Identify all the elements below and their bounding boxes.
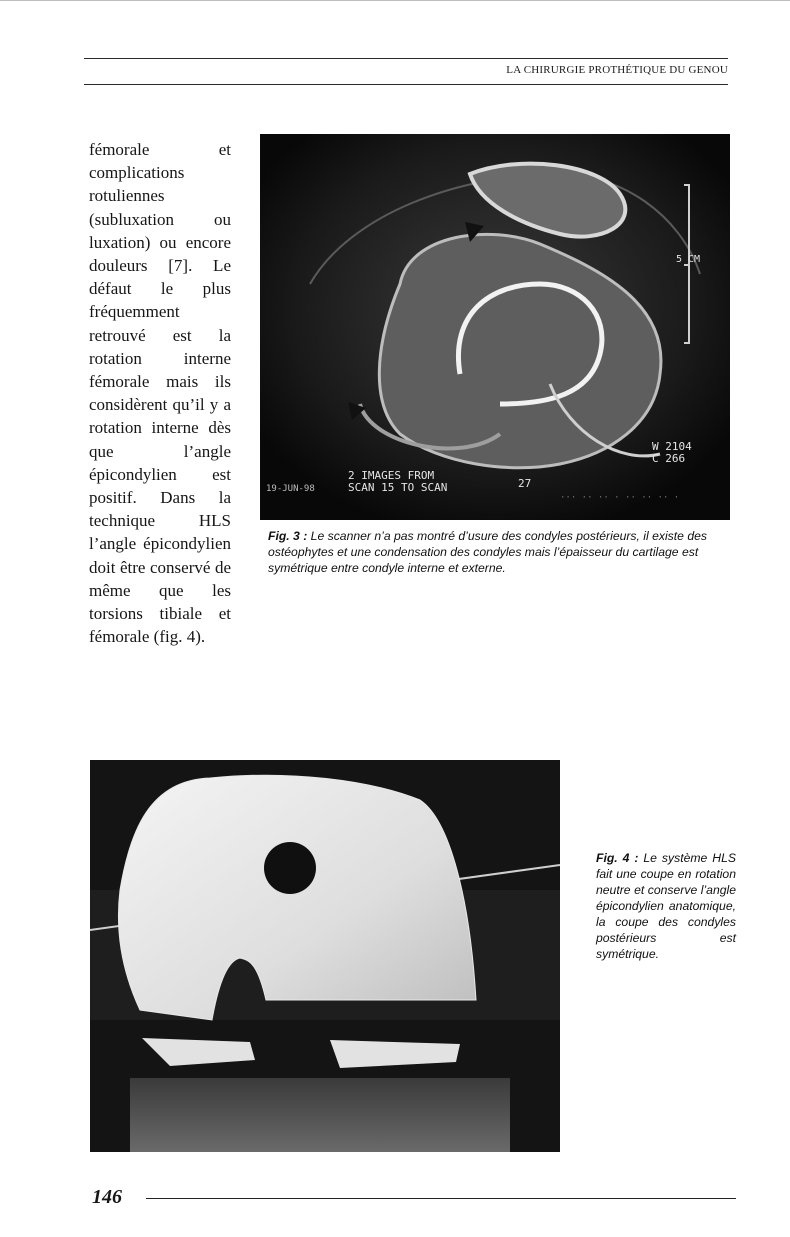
figure-3-caption [268,528,730,576]
scan-range-label: SCAN 15 TO SCAN [348,481,448,494]
figure-3-caption-text: Le scanner n’a pas montré d’usure des condyles postérieurs, il existe des ostéophytes et une condensation des condyles mais l’épaisseur du cartilage est symétrique entre condyle interne et externe. [268,529,707,575]
header-rule-bottom [84,84,728,85]
figure-4-caption-text: Le système HLS fait une coupe en rotation neutre et conserve l’angle épicondylien anatomique, la coupe des condyles postérieurs est symétrique. [596,851,736,961]
footer-rule [146,1198,736,1199]
top-edge-rule [0,0,790,1]
running-head: LA CHIRURGIE PROTHÉTIQUE DU GENOU [506,64,728,76]
overlay-footer: ··· ·· ·· · ·· ·· ·· · [560,493,680,503]
ct-scan-image [260,134,730,520]
figure-3-ct-scan [260,134,730,520]
figure-3-label: Fig. 3 : [268,529,308,543]
header-rule-top [84,58,728,59]
scan-date: 19-JUN-98 [266,484,315,494]
figure-4-label: Fig. 4 : [596,851,639,865]
figure-4-caption [596,850,736,962]
images-from-label: 2 IMAGES FROM [348,469,435,482]
femoral-cut-photo [90,760,560,1152]
scale-label: 5 CM [676,254,701,265]
center-label: C 266 [652,452,686,465]
figure-4-photo [90,760,560,1152]
window-label: W 2104 [652,440,692,453]
body-text: fémorale et complications rotuliennes (subluxation ou luxation) ou encore douleurs [7]. Le défaut le plus fréquemment retrouvé est la rotation interne fémorale mais ils considèrent qu’il y a rotation interne dès que l’angle épicondylien est positif. Dans la technique HLS l’angle épicondylien doit être conservé de même que les torsions tibiale et fémorale (fig. 4). [89,140,231,647]
page-number: 146 [92,1186,122,1208]
scan-number: 27 [518,477,532,490]
